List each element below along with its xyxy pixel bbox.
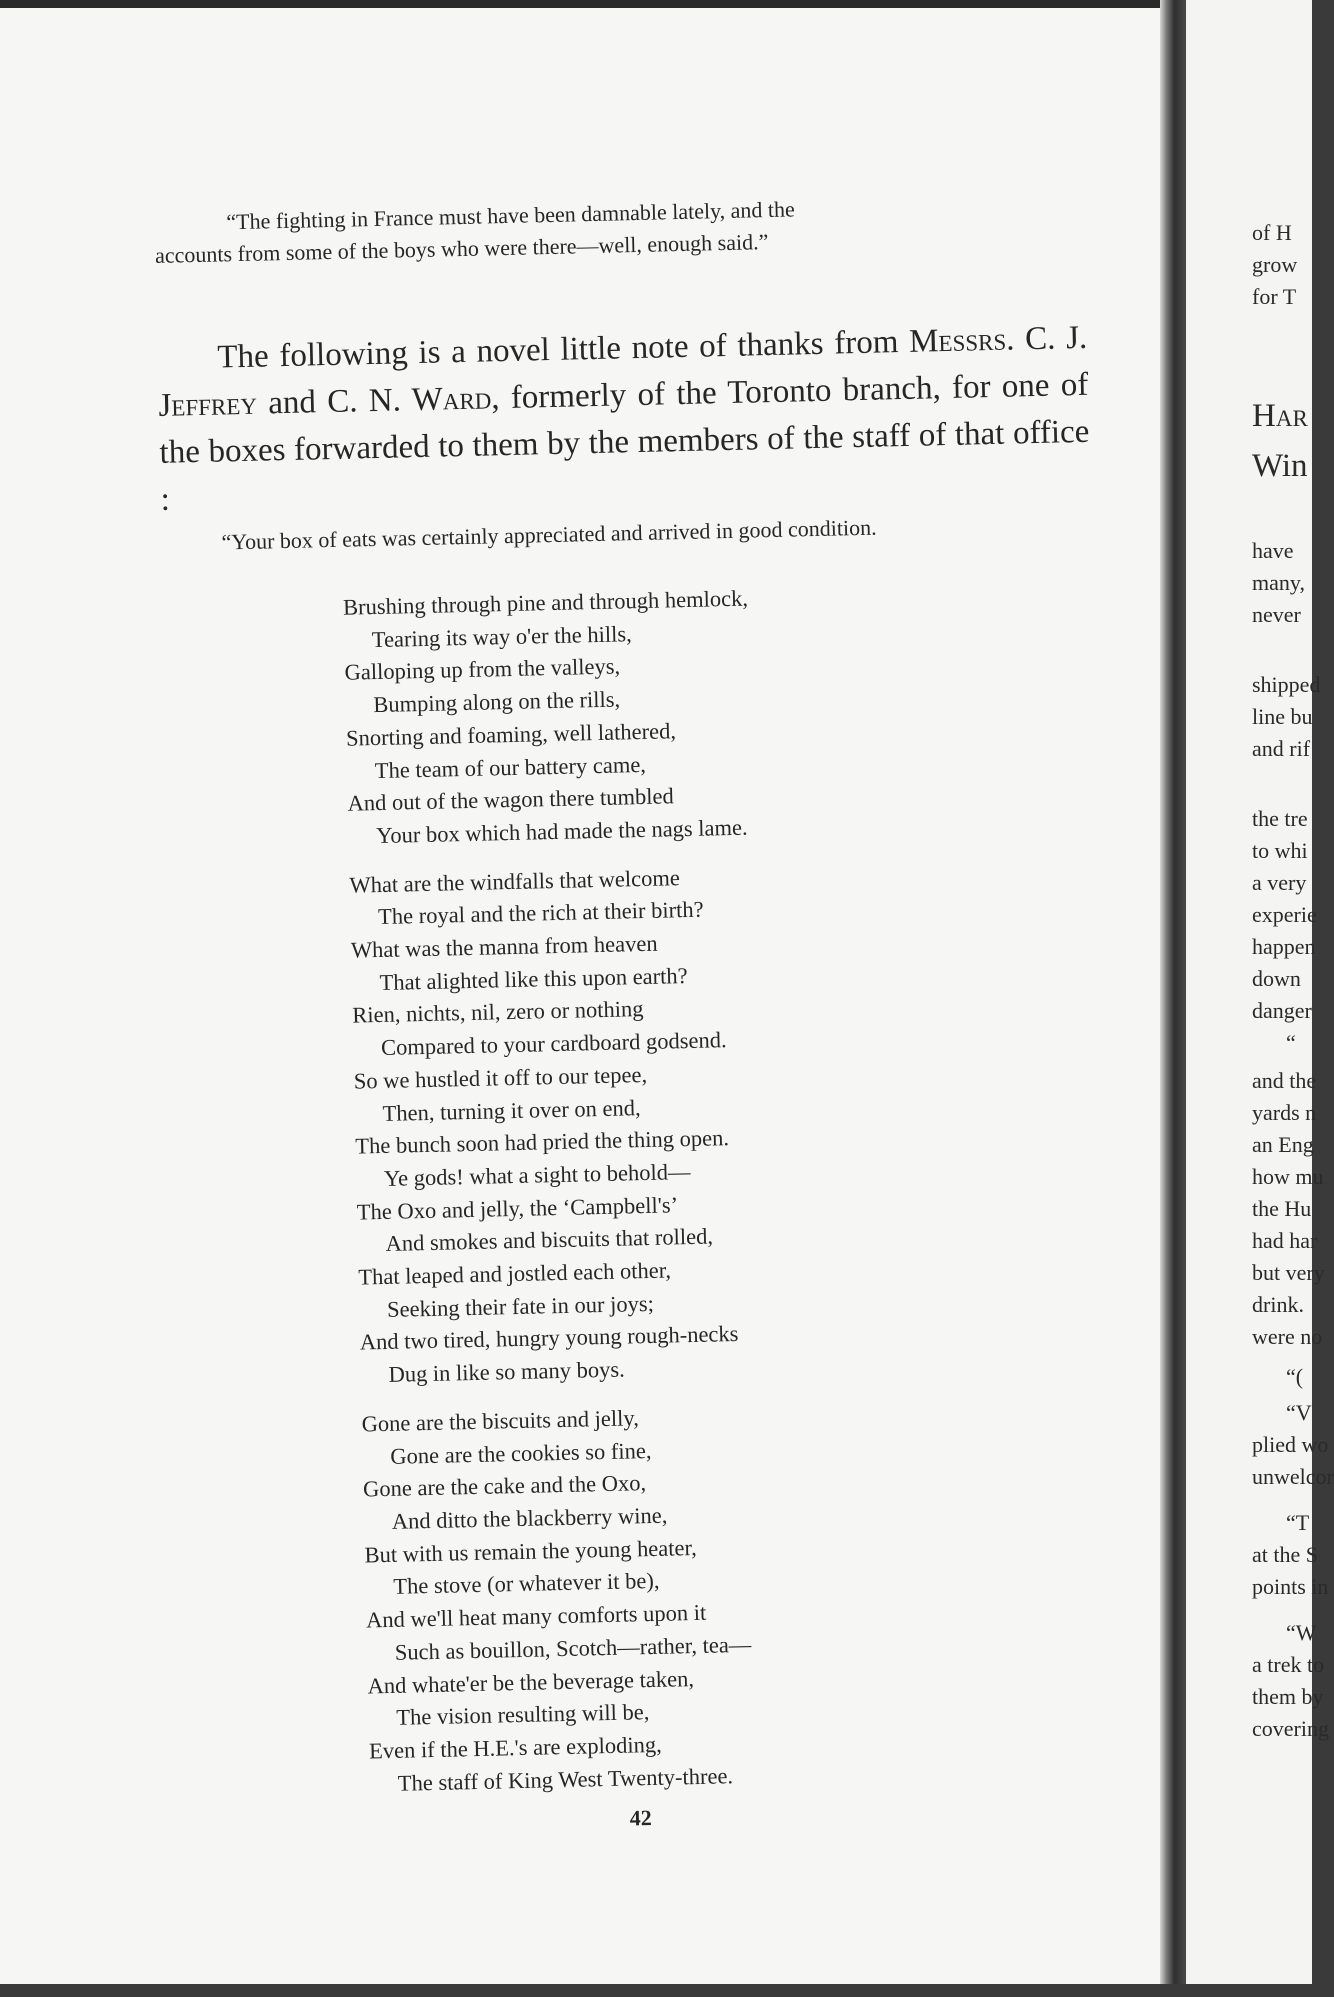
right-page-line: had har xyxy=(1252,1228,1318,1253)
poem-line: Rien, nichts, nil, zero or nothing xyxy=(352,996,644,1029)
poem-stanza xyxy=(349,860,766,1392)
right-page-line: of H xyxy=(1252,220,1292,245)
poem-line: Gone are the cookies so fine, xyxy=(390,1437,652,1469)
poem-line: Your box which had made the nags lame. xyxy=(376,814,748,848)
right-page-line: drink. xyxy=(1252,1292,1304,1317)
intro-paragraph xyxy=(157,315,1091,524)
poem-line: Brushing through pine and through hemlock, xyxy=(342,585,749,620)
right-page-line: line bu xyxy=(1252,704,1313,729)
poem xyxy=(343,583,776,1817)
right-page-line: have xyxy=(1252,538,1294,563)
right-page-line: an Eng xyxy=(1252,1132,1314,1157)
right-page-line: shipped xyxy=(1252,672,1321,697)
right-page-line: covering xyxy=(1252,1716,1329,1741)
poem-line: And two tired, hungry young rough-necks xyxy=(359,1321,739,1356)
name-ward: C. N. Ward xyxy=(326,380,492,421)
poem-line: The royal and the rich at their birth? xyxy=(377,896,704,930)
quote-paragraph xyxy=(154,187,1085,272)
poem-line: But with us remain the young heater, xyxy=(364,1534,697,1568)
right-page-line: but very xyxy=(1252,1260,1325,1285)
right-page-line: “( xyxy=(1286,1364,1304,1389)
poem-line: Ye gods! what a sight to behold— xyxy=(383,1158,691,1191)
poem-line: The stove (or whatever it be), xyxy=(393,1568,660,1600)
right-page-line: unwelcor xyxy=(1252,1464,1334,1489)
right-page-line: experie xyxy=(1252,902,1317,927)
poem-line: Even if the H.E.'s are exploding, xyxy=(368,1731,663,1764)
poem-line: Such as bouillon, Scotch—rather, tea— xyxy=(394,1631,752,1665)
right-page-line: were no xyxy=(1252,1324,1323,1349)
right-page-line: down xyxy=(1252,966,1301,991)
poem-line: The vision resulting will be, xyxy=(396,1699,650,1731)
right-page-line: “V xyxy=(1286,1400,1312,1425)
poem-line: That alighted like this upon earth? xyxy=(379,962,688,995)
poem-line: That leaped and jostled each other, xyxy=(358,1257,672,1290)
poem-line: The staff of King West Twenty-three. xyxy=(397,1762,734,1796)
right-page-line: to whi xyxy=(1252,838,1308,863)
right-page-line: for T xyxy=(1252,284,1297,309)
right-page-line: the Hu xyxy=(1252,1196,1312,1221)
poem-line: Compared to your cardboard godsend. xyxy=(380,1027,727,1061)
right-page-line: how mu xyxy=(1252,1164,1324,1189)
quote-line-2: accounts from some of the boys who were there—well, enough said.” xyxy=(154,229,769,268)
intro-and: and xyxy=(256,384,328,422)
poem-line: Galloping up from the valleys, xyxy=(344,653,621,686)
poem-line: And smokes and biscuits that rolled, xyxy=(385,1223,714,1257)
left-page xyxy=(0,8,1160,1984)
right-page-heading: Har xyxy=(1252,398,1308,434)
right-page-line: “T xyxy=(1286,1510,1310,1535)
right-page-line: at the S xyxy=(1252,1542,1318,1567)
right-page-line: points in xyxy=(1252,1574,1329,1599)
right-page-line: yards n xyxy=(1252,1100,1317,1125)
poem-line: So we hustled it off to our tepee, xyxy=(353,1061,648,1094)
poem-line: Snorting and foaming, well lathered, xyxy=(345,718,677,751)
right-page-line: a trek to xyxy=(1252,1652,1325,1677)
poem-line: Then, turning it over on end, xyxy=(382,1094,641,1126)
right-page-line: many, xyxy=(1252,570,1305,595)
poem-line: Seeking their fate in our joys; xyxy=(386,1290,655,1322)
poem-line: What was the manna from heaven xyxy=(350,930,658,963)
right-page-line: “ xyxy=(1286,1030,1296,1055)
right-page-line: grow xyxy=(1252,252,1298,277)
poem-line: Gone are the cake and the Oxo, xyxy=(362,1470,647,1502)
page-number: 42 xyxy=(629,1805,652,1831)
right-page xyxy=(1186,0,1334,1984)
poem-line: Dug in like so many boys. xyxy=(388,1356,626,1388)
poem-line: What are the windfalls that welcome xyxy=(349,864,681,898)
poem-line: And out of the wagon there tumbled xyxy=(347,783,674,816)
book-gutter xyxy=(1160,0,1186,1984)
right-page-line: and rif xyxy=(1252,736,1311,761)
poem-line: The team of our battery came, xyxy=(374,751,647,783)
poem-line: And ditto the blackberry wine, xyxy=(391,1502,668,1534)
right-page-line: plied wo xyxy=(1252,1432,1329,1457)
intro-lead: The following is a novel little note of thanks from xyxy=(217,323,910,376)
poem-line: Gone are the biscuits and jelly, xyxy=(361,1405,640,1437)
right-page-line: danger xyxy=(1252,998,1312,1023)
right-page-line: them by xyxy=(1252,1684,1324,1709)
poem-line: Bumping along on the rills, xyxy=(373,686,621,718)
poem-stanza xyxy=(361,1399,775,1801)
poem-line: The Oxo and jelly, the ‘Campbell's’ xyxy=(356,1191,679,1225)
right-page-line: the tre xyxy=(1252,806,1308,831)
poem-stanza xyxy=(343,583,754,854)
poem-line: Tearing its way o'er the hills, xyxy=(371,620,632,652)
right-page-line: a very xyxy=(1252,870,1307,895)
right-page-line: never xyxy=(1252,602,1301,627)
right-page-line: and the xyxy=(1252,1068,1317,1093)
poem-line: And whate'er be the beverage taken, xyxy=(367,1665,695,1698)
name-jeffrey: Messrs. C. J. Jeffrey xyxy=(158,319,1088,424)
intro-tail: , formerly of the Toronto branch, for one of the boxes forwarded to them by the members of the staff of that office : xyxy=(159,366,1090,518)
poem-line: The bunch soon had pried the thing open. xyxy=(355,1125,730,1159)
poem-line: And we'll heat many comforts upon it xyxy=(365,1599,707,1633)
right-page-heading: Win xyxy=(1252,448,1308,484)
right-page-line: happen xyxy=(1252,934,1316,959)
right-page-line: “W xyxy=(1286,1620,1317,1645)
letter-text: “Your box of eats was certainly appreciated and arrived in good condition. xyxy=(221,514,877,555)
quote-line-1: “The fighting in France must have been damnable lately, and the xyxy=(226,196,796,235)
